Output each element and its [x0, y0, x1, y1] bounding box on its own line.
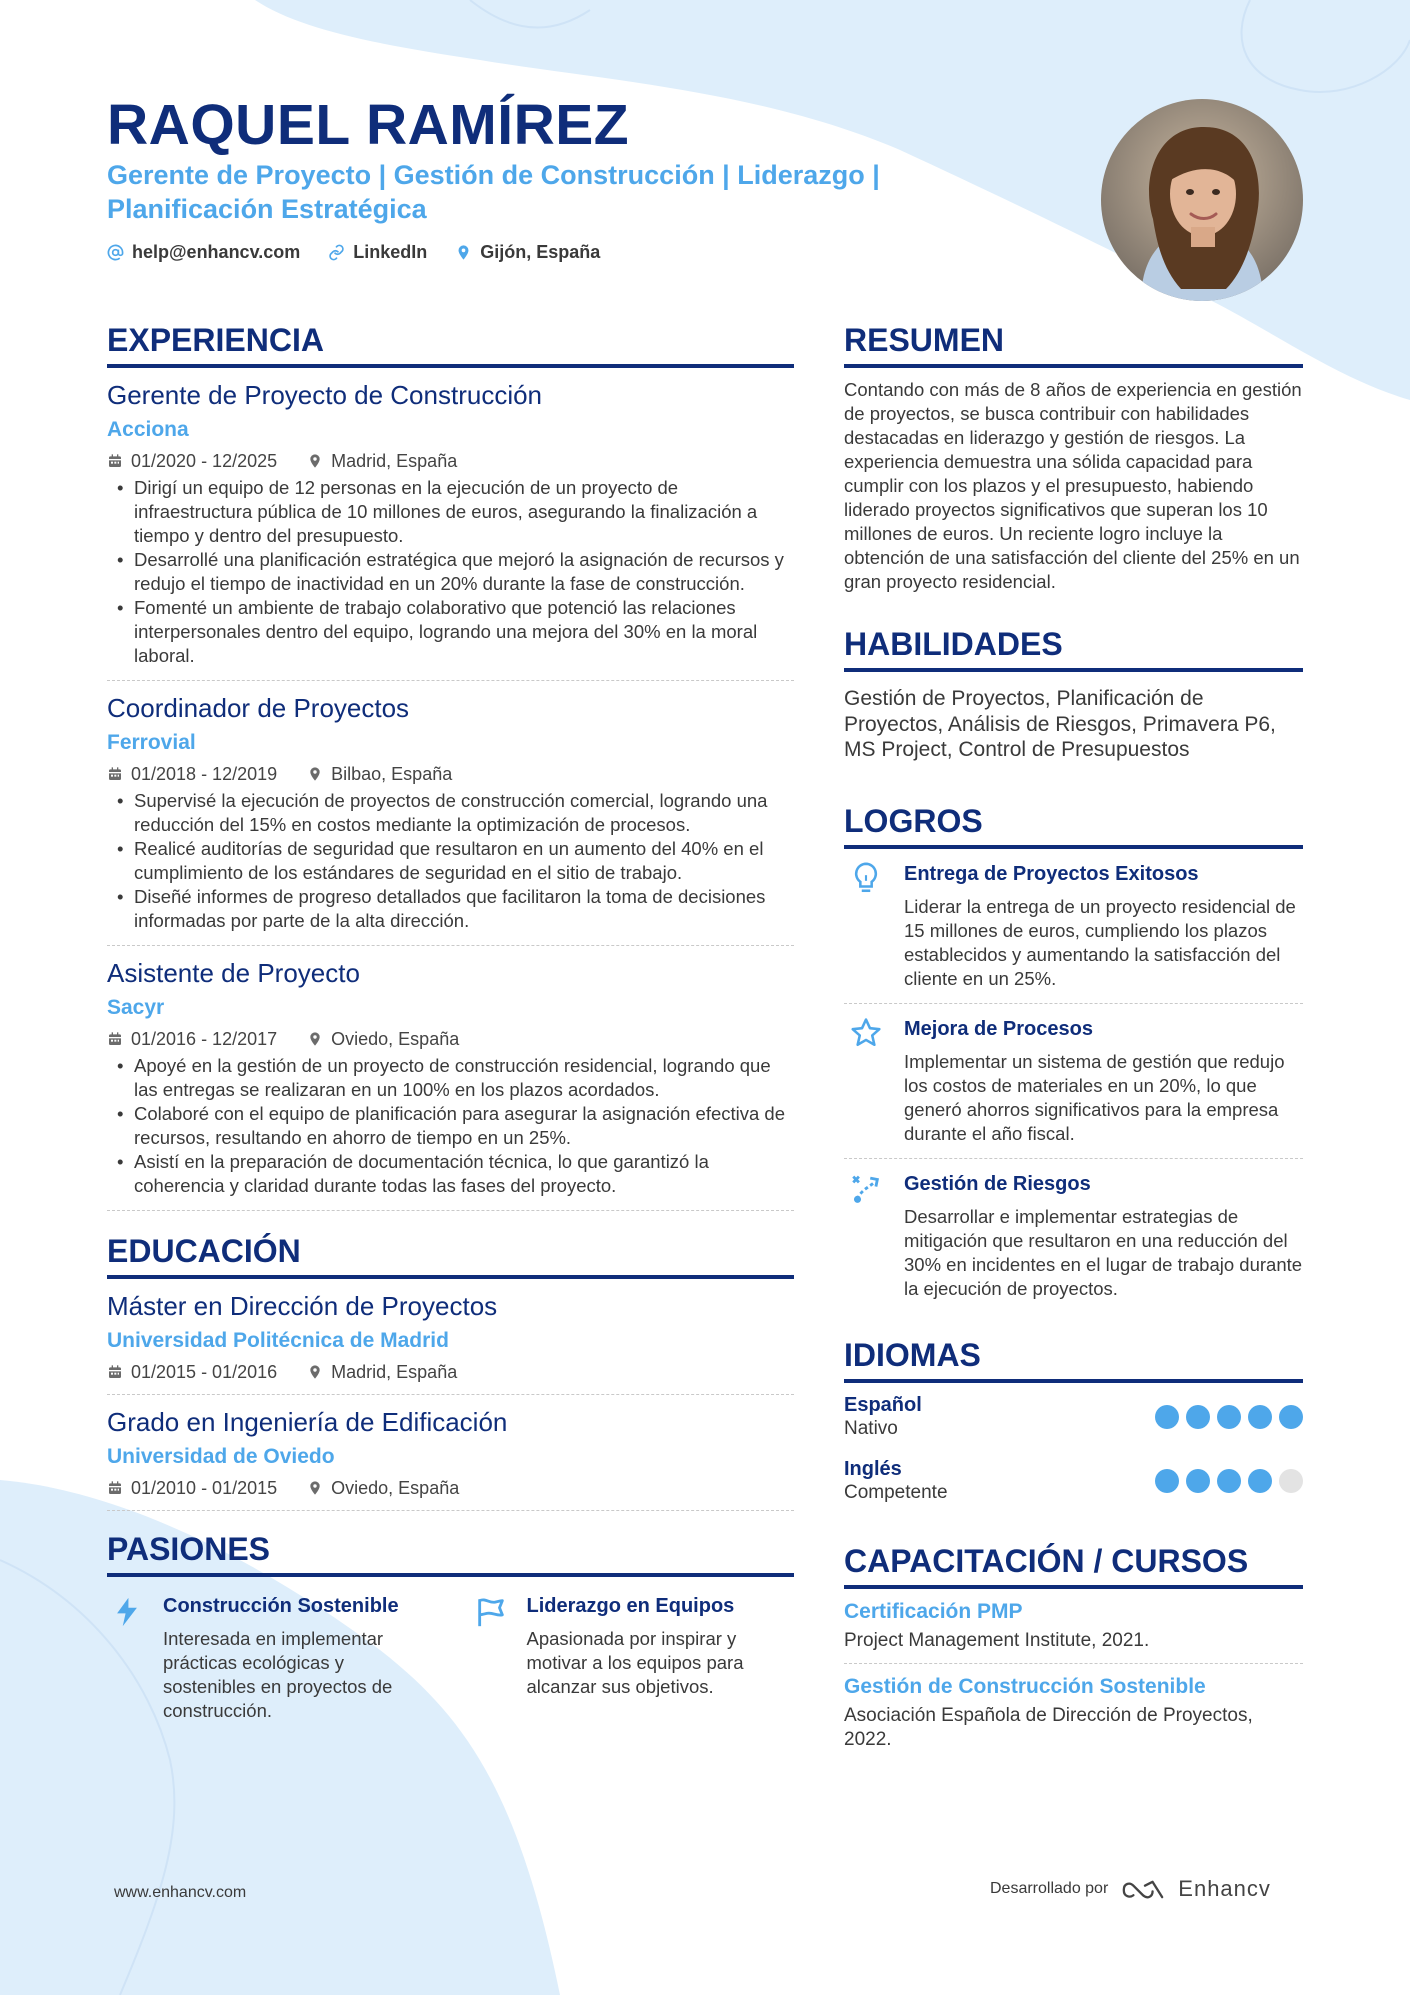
achievements-list [844, 849, 1303, 1313]
language-rating [1155, 1405, 1303, 1429]
degree-title: Máster en Dirección de Proyectos [107, 1291, 498, 1321]
link-icon [328, 244, 345, 261]
at-icon [107, 244, 124, 261]
passions-list [107, 1593, 794, 1723]
language-name: Español [844, 1393, 922, 1416]
school-name: Universidad Politécnica de Madrid [107, 1329, 449, 1352]
education-meta [107, 1476, 794, 1500]
contact-location [455, 242, 600, 263]
school-name: Universidad de Oviedo [107, 1445, 335, 1468]
bullet: • Diseñé informes de progreso detallados que facilitaron la toma de decisiones informadas por parte de la alta dirección. [107, 885, 794, 933]
achievement-description: Liderar la entrega de un proyecto residencial de 15 millones de euros, cumpliendo los plazos establecidos y aumentando la satisfacción del cliente en un 25%. [904, 895, 1296, 989]
strategy-icon [849, 1171, 883, 1205]
skills-heading: HABILIDADES [844, 624, 1303, 672]
job-bullets [107, 1054, 794, 1198]
company-name: Acciona [107, 418, 189, 441]
star-icon [849, 1016, 883, 1050]
courses-heading: CAPACITACIÓN / CURSOS [844, 1541, 1303, 1589]
summary-text: Contando con más de 8 años de experiencia en gestión de proyectos, se busca contribuir con habilidades destacadas en liderazgo y gestión de riesgos. La experiencia demuestra una sólida capacidad para cumplir con los plazos y el presupuesto, habiendo liderado proyectos significativos que superan los 10 millones de euros. Un reciente logro incluye la obtención de una satisfacción del cliente del 25% en un gran proyecto residencial. [844, 379, 1302, 592]
education-heading: EDUCACIÓN [107, 1231, 794, 1279]
right-column [844, 320, 1303, 1762]
achievement-title: Entrega de Proyectos Exitosos [904, 862, 1199, 885]
footer-branding [990, 1876, 1271, 1902]
language-rating [1155, 1469, 1303, 1493]
rating-dot-filled [1155, 1469, 1179, 1493]
rating-dot-filled [1217, 1405, 1241, 1429]
language-name: Inglés [844, 1457, 902, 1480]
job-title: Asistente de Proyecto [107, 958, 360, 988]
course-description: Project Management Institute, 2021. [844, 1629, 1150, 1651]
rating-dot-filled [1186, 1469, 1210, 1493]
experience-heading: EXPERIENCIA [107, 320, 794, 368]
rating-dot-filled [1248, 1469, 1272, 1493]
contact-linkedin-text: LinkedIn [353, 242, 428, 262]
contact-email-text: help@enhancv.com [132, 242, 301, 262]
company-name: Sacyr [107, 996, 165, 1019]
education-item [107, 1395, 794, 1511]
left-column [107, 320, 794, 1723]
education-location: Oviedo, España [331, 1478, 460, 1498]
achievement-title: Mejora de Procesos [904, 1017, 1093, 1040]
powered-by-label: Desarrollado por [990, 1880, 1109, 1897]
enhancv-logo-icon [1120, 1878, 1166, 1901]
calendar-icon [107, 1364, 123, 1380]
job-title: Coordinador de Proyectos [107, 693, 410, 723]
course-title: Certificación PMP [844, 1599, 1023, 1623]
job-title: Gerente de Proyecto de Construcción [107, 380, 543, 410]
lightbulb-icon [849, 861, 883, 895]
bullet: • Colaboré con el equipo de planificación para asegurar la asignación efectiva de recursos, resultando en ahorro de tiempo en un 25%. [107, 1102, 794, 1150]
rating-dot-filled [1279, 1405, 1303, 1429]
education-dates: 01/2010 - 01/2015 [131, 1478, 278, 1498]
rating-dot-filled [1248, 1405, 1272, 1429]
experience-item [107, 946, 794, 1211]
summary-heading: RESUMEN [844, 320, 1303, 368]
job-location: Oviedo, España [331, 1029, 460, 1049]
experience-item [107, 368, 794, 681]
job-location: Madrid, España [331, 451, 458, 471]
job-location: Bilbao, España [331, 764, 453, 784]
achievement-item [844, 1159, 1303, 1313]
lightning-icon [110, 1595, 144, 1629]
job-meta [107, 1027, 794, 1051]
contact-list [107, 242, 600, 263]
location-pin-icon [307, 453, 323, 469]
contact-linkedin[interactable] [328, 242, 427, 263]
bullet: • Realicé auditorías de seguridad que resultaron en un aumento del 40% en el cumplimiento de los estándares de seguridad en el sitio de trabajo. [107, 837, 794, 885]
job-meta [107, 762, 794, 786]
candidate-name: RAQUEL RAMÍREZ [107, 93, 630, 157]
contact-email[interactable] [107, 242, 300, 263]
location-pin-icon [307, 1480, 323, 1496]
flag-icon [474, 1595, 508, 1629]
education-dates: 01/2015 - 01/2016 [131, 1362, 278, 1382]
language-level: Nativo [844, 1417, 898, 1439]
passion-title: Construcción Sostenible [163, 1595, 399, 1617]
calendar-icon [107, 453, 123, 469]
language-item [844, 1387, 1303, 1447]
bullet: • Dirigí un equipo de 12 personas en la ejecución de un proyecto de infraestructura pública de 10 millones de euros, asegurando la finalización a tiempo y dentro del presupuesto. [107, 476, 794, 548]
skills-text: Gestión de Proyectos, Planificación de Proyectos, Análisis de Riesgos, Primavera P6, MS Project, Control de Presupuestos [844, 687, 1276, 761]
passion-description: Apasionada por inspirar y motivar a los equipos para alcanzar sus objetivos. [526, 1628, 744, 1697]
job-meta [107, 449, 794, 473]
language-level: Competente [844, 1481, 948, 1503]
calendar-icon [107, 1031, 123, 1047]
job-bullets [107, 476, 794, 668]
bullet: • Desarrollé una planificación estratégica que mejoró la asignación de recursos y redujo el tiempo de inactividad en un 20% durante la fase de construcción. [107, 548, 794, 596]
contact-location-text: Gijón, España [480, 242, 601, 262]
rating-dot-filled [1217, 1469, 1241, 1493]
rating-dot-filled [1186, 1405, 1210, 1429]
bullet: • Apoyé en la gestión de un proyecto de construcción residencial, logrando que las entregas se realizaran en un 100% en los plazos acordados. [107, 1054, 794, 1102]
company-name: Ferrovial [107, 731, 196, 754]
bullet: • Supervisé la ejecución de proyectos de construcción comercial, logrando una reducción del 15% en costos mediante la optimización de procesos. [107, 789, 794, 837]
passion-title: Liderazgo en Equipos [526, 1595, 735, 1617]
calendar-icon [107, 1480, 123, 1496]
languages-heading: IDIOMAS [844, 1335, 1303, 1383]
achievement-item [844, 849, 1303, 1004]
degree-title: Grado en Ingeniería de Edificación [107, 1407, 508, 1437]
languages-list [844, 1387, 1303, 1511]
headline: Gerente de Proyecto | Gestión de Construcción | Liderazgo | Planificación Estratégica [107, 160, 880, 224]
location-pin-icon [455, 244, 472, 261]
job-dates: 01/2020 - 12/2025 [131, 451, 278, 471]
bullet: • Fomenté un ambiente de trabajo colaborativo que potenció las relaciones interpersonales dentro del equipo, logrando una mejora del 30% en la moral laboral. [107, 596, 794, 668]
location-pin-icon [307, 1364, 323, 1380]
achievement-item [844, 1004, 1303, 1159]
education-item [107, 1279, 794, 1395]
experience-item [107, 681, 794, 946]
rating-dot-filled [1155, 1405, 1179, 1429]
passions-heading: PASIONES [107, 1529, 794, 1577]
bullet: • Asistí en la preparación de documentación técnica, lo que garantizó la coherencia y claridad durante todas las fases del proyecto. [107, 1150, 794, 1198]
job-dates: 01/2016 - 12/2017 [131, 1029, 278, 1049]
job-dates: 01/2018 - 12/2019 [131, 764, 278, 784]
achievement-description: Desarrollar e implementar estrategias de mitigación que resultaron en una reducción del 30% en incidentes en el lugar de trabajo durante la ejecución de proyectos. [904, 1205, 1303, 1299]
course-item [844, 1664, 1303, 1762]
education-location: Madrid, España [331, 1362, 458, 1382]
rating-dot-empty [1279, 1469, 1303, 1493]
achievements-heading: LOGROS [844, 801, 1303, 849]
passion-item [107, 1593, 431, 1723]
course-title: Gestión de Construcción Sostenible [844, 1674, 1206, 1698]
education-meta [107, 1360, 794, 1384]
passion-item [471, 1593, 795, 1723]
language-item [844, 1451, 1303, 1511]
passion-description: Interesada en implementar prácticas ecológicas y sostenibles en proyectos de construcción. [163, 1628, 393, 1721]
achievement-description: Implementar un sistema de gestión que redujo los costos de materiales en un 20%, lo que generó ahorros significativos para la empresa durante el año fiscal. [904, 1050, 1285, 1144]
course-item [844, 1589, 1303, 1664]
calendar-icon [107, 766, 123, 782]
location-pin-icon [307, 766, 323, 782]
courses-list [844, 1589, 1303, 1762]
footer-website[interactable]: www.enhancv.com [114, 1884, 247, 1901]
brand-name: Enhancv [1178, 1876, 1271, 1901]
achievement-title: Gestión de Riesgos [904, 1172, 1091, 1195]
profile-photo [1101, 99, 1303, 301]
job-bullets [107, 789, 794, 933]
course-description: Asociación Española de Dirección de Proyectos, 2022. [844, 1704, 1253, 1750]
location-pin-icon [307, 1031, 323, 1047]
